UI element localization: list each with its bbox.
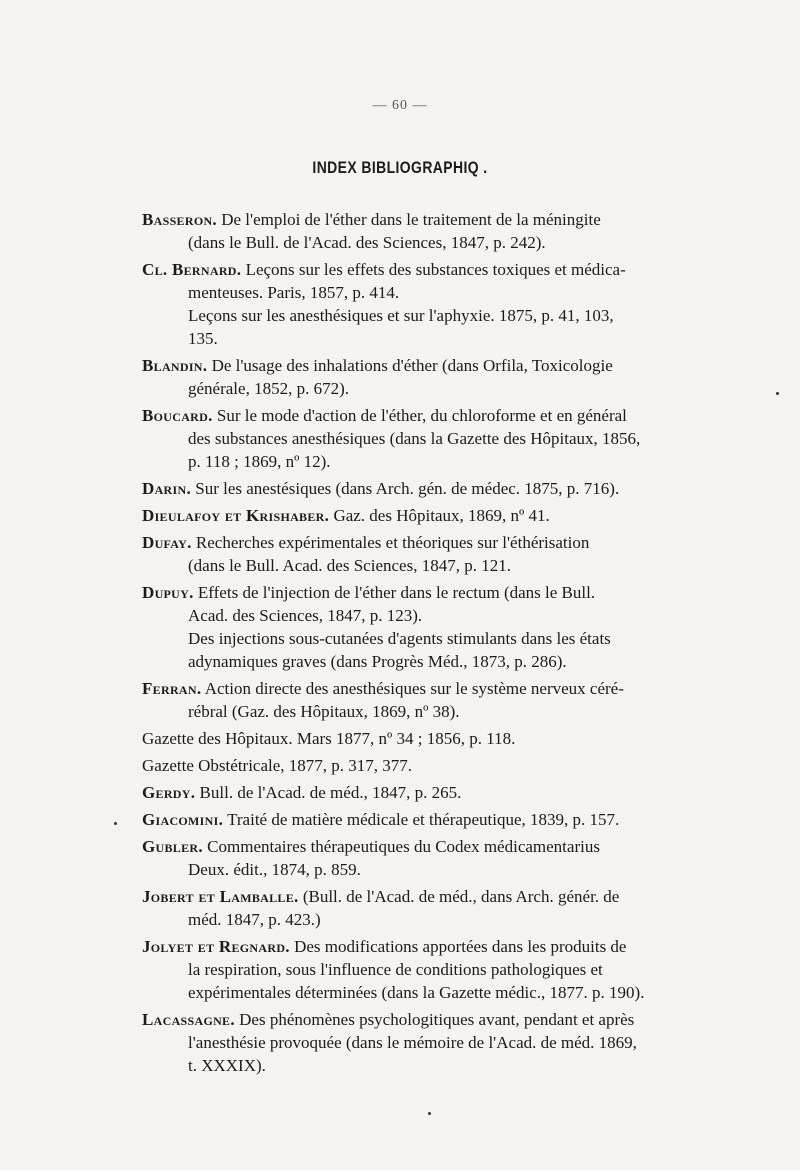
entry-author: Basseron. [142,210,217,229]
entry-author: Jobert et Lamballe. [142,887,299,906]
entry-author: Dupuy. [142,583,194,602]
entry-author: Lacassagne. [142,1010,235,1029]
entry-text: Gazette Obstétricale, 1877, p. 317, 377. [142,756,413,775]
entry-continuation: Deux. édit., 1874, p. 859. [188,860,361,879]
page-title: INDEX BIBLIOGRAPHIQ . [312,158,488,177]
entry-text: Action directe des anesthésiques sur le système nerveux céré- [204,679,624,698]
entry-text: Recherches expérimentales et théoriques sur l'éthérisation [195,533,590,552]
entry-author: Giacomini. [142,810,224,829]
entry-text: Effets de l'injection de l'éther dans le rectum (dans le Bull. [197,583,596,602]
entry-author: Ferran. [142,679,202,698]
entry-continuation: Acad. des Sciences, 1847, p. 123). [188,606,423,625]
bibliography-entry [142,727,698,750]
bibliography-entry [142,477,698,500]
scan-speck [776,392,779,395]
entry-text: Gaz. des Hôpitaux, 1869, nº 41. [333,506,550,525]
entry-text: De l'emploi de l'éther dans le traitement de la méningite [221,210,601,229]
bibliography-entry [142,885,698,931]
scan-speck [114,822,117,825]
entry-continuation: (dans le Bull. Acad. des Sciences, 1847, p. 121. [188,556,511,575]
entry-text: De l'usage des inhalations d'éther (dans Orfila, Toxicologie [211,356,613,375]
entry-sub-continuation: adynamiques graves (dans Progrès Méd., 1873, p. 286). [188,652,567,671]
entry-author: Dieulafoy et Krishaber. [142,506,330,525]
entry-author: Cl. Bernard. [142,260,242,279]
entry-continuation: expérimentales déterminées (dans la Gazette médic., 1877. p. 190). [188,983,645,1002]
entry-sub-continuation: 135. [188,329,218,348]
bibliography-entry [142,808,698,831]
bibliography-entry [142,935,698,1004]
entry-text: Bull. de l'Acad. de méd., 1847, p. 265. [199,783,462,802]
bibliography-entry [142,504,698,527]
bibliography-entry [142,531,698,577]
entry-text: Sur les anestésiques (dans Arch. gén. de médec. 1875, p. 716). [195,479,620,498]
entry-text: Des modifications apportées dans les produits de [294,937,627,956]
bibliography-entry [142,1008,698,1077]
bibliography-list [142,208,698,1081]
entry-sub-item: Leçons sur les anesthésiques et sur l'aphyxie. 1875, p. 41, 103, [188,306,614,325]
entry-continuation: menteuses. Paris, 1857, p. 414. [188,283,400,302]
entry-continuation: la respiration, sous l'influence de conditions pathologiques et [188,960,603,979]
entry-author: Gubler. [142,837,203,856]
entry-continuation: p. 118 ; 1869, nº 12). [188,452,331,471]
entry-continuation: (dans le Bull. de l'Acad. des Sciences, 1847, p. 242). [188,233,546,252]
entry-continuation: méd. 1847, p. 423.) [188,910,321,929]
entry-continuation: l'anesthésie provoquée (dans le mémoire de l'Acad. de méd. 1869, [188,1033,637,1052]
entry-text: Commentaires thérapeutiques du Codex médicamentarius [207,837,600,856]
bibliography-entry [142,354,698,400]
scan-speck [428,1112,431,1115]
entry-author: Blandin. [142,356,208,375]
entry-author: Gerdy. [142,783,196,802]
bibliography-entry [142,581,698,673]
entry-continuation: t. XXXIX). [188,1056,266,1075]
entry-text: (Bull. de l'Acad. de méd., dans Arch. génér. de [302,887,620,906]
entry-author: Boucard. [142,406,213,425]
entry-text: Leçons sur les effets des substances toxiques et médica- [245,260,626,279]
bibliography-entry [142,781,698,804]
entry-author: Dufay. [142,533,192,552]
bleed-through-text [150,130,155,151]
entry-author: Jolyet et Regnard. [142,937,290,956]
entry-text: Sur le mode d'action de l'éther, du chloroforme et en général [216,406,627,425]
entry-text: Gazette des Hôpitaux. Mars 1877, nº 34 ; 1856, p. 118. [142,729,516,748]
page-number: — 60 — [372,98,428,113]
entry-author: Darin. [142,479,191,498]
bibliography-entry [142,404,698,473]
bibliography-entry [142,754,698,777]
bibliography-entry [142,835,698,881]
entry-sub-item: Des injections sous-cutanées d'agents stimulants dans les états [188,629,611,648]
bibliography-entry [142,677,698,723]
entry-continuation: des substances anesthésiques (dans la Gazette des Hôpitaux, 1856, [188,429,641,448]
entry-continuation: rébral (Gaz. des Hôpitaux, 1869, nº 38). [188,702,460,721]
entry-text: Traité de matière médicale et thérapeutique, 1839, p. 157. [227,810,620,829]
bibliography-entry [142,208,698,254]
bibliography-entry [142,258,698,350]
entry-text: Des phénomènes psychologitiques avant, pendant et après [239,1010,635,1029]
entry-continuation: générale, 1852, p. 672). [188,379,349,398]
